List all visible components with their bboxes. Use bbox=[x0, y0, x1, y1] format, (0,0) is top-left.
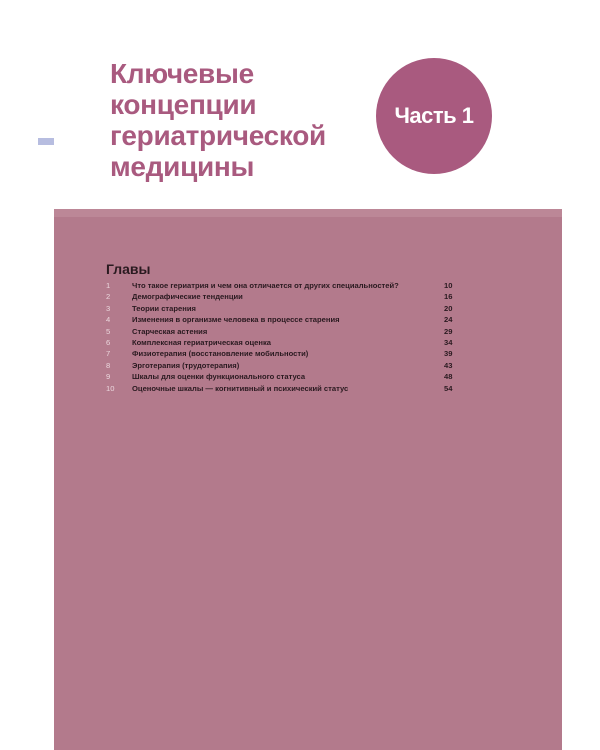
chapter-title: Оценочные шкалы — когнитивный и психический статус bbox=[132, 383, 349, 393]
chapter-number: 6 bbox=[106, 337, 111, 347]
chapter-title: Эрготерапия (трудотерапия) bbox=[132, 360, 240, 370]
contents-panel bbox=[54, 209, 562, 750]
chapter-number: 10 bbox=[106, 383, 115, 393]
chapter-page-number: 43 bbox=[444, 360, 453, 370]
chapter-row[interactable] bbox=[106, 371, 466, 382]
chapter-page-number: 34 bbox=[444, 337, 453, 347]
chapter-title: Шкалы для оценки функционального статуса bbox=[132, 372, 306, 382]
chapter-title: Что такое гериатрия и чем она отличается от других специальностей? bbox=[132, 281, 399, 290]
chapter-number: 7 bbox=[106, 349, 111, 359]
contents-heading: Главы bbox=[106, 261, 151, 277]
chapter-number: 1 bbox=[106, 281, 111, 290]
page-title-line-4: медицины bbox=[110, 151, 255, 182]
chapter-page-number: 20 bbox=[444, 303, 453, 313]
chapter-page-number: 24 bbox=[444, 315, 453, 325]
page-title-line-3: гериатрической bbox=[110, 120, 326, 151]
chapter-number: 9 bbox=[106, 372, 111, 382]
chapter-page-number: 54 bbox=[444, 383, 453, 393]
page-title-line-2: концепции bbox=[110, 89, 257, 120]
chapter-row[interactable] bbox=[106, 337, 466, 348]
chapter-row[interactable] bbox=[106, 291, 466, 302]
part-badge-label: Часть 1 bbox=[394, 103, 474, 128]
chapter-number: 8 bbox=[106, 360, 111, 370]
chapter-number: 5 bbox=[106, 326, 111, 336]
chapter-page-number: 10 bbox=[444, 281, 453, 290]
contents-panel-top-band bbox=[54, 209, 562, 217]
chapter-list bbox=[106, 280, 466, 394]
page-title bbox=[110, 58, 326, 182]
chapter-row[interactable] bbox=[106, 360, 466, 371]
chapter-row[interactable] bbox=[106, 314, 466, 325]
chapter-page-number: 48 bbox=[444, 372, 453, 382]
chapter-page-number: 16 bbox=[444, 292, 453, 302]
chapter-page-number: 29 bbox=[444, 326, 453, 336]
chapter-title: Старческая астения bbox=[132, 326, 208, 336]
part-badge bbox=[376, 58, 492, 174]
chapter-number: 2 bbox=[106, 292, 111, 302]
chapter-page-number: 39 bbox=[444, 349, 453, 359]
chapter-title: Изменения в организме человека в процессе старения bbox=[132, 315, 340, 325]
page-title-line-1: Ключевые bbox=[110, 58, 254, 89]
side-marker bbox=[38, 138, 54, 145]
chapter-number: 4 bbox=[106, 315, 111, 325]
chapter-row[interactable] bbox=[106, 348, 466, 359]
chapter-title: Физиотерапия (восстановление мобильности) bbox=[132, 349, 309, 359]
chapter-title: Комплексная гериатрическая оценка bbox=[132, 337, 272, 347]
chapter-row[interactable] bbox=[106, 280, 466, 291]
chapter-row[interactable] bbox=[106, 326, 466, 337]
chapter-number: 3 bbox=[106, 303, 111, 313]
chapter-title: Демографические тенденции bbox=[132, 292, 243, 302]
chapter-row[interactable] bbox=[106, 383, 466, 394]
chapter-row[interactable] bbox=[106, 303, 466, 314]
chapter-title: Теории старения bbox=[132, 303, 196, 313]
